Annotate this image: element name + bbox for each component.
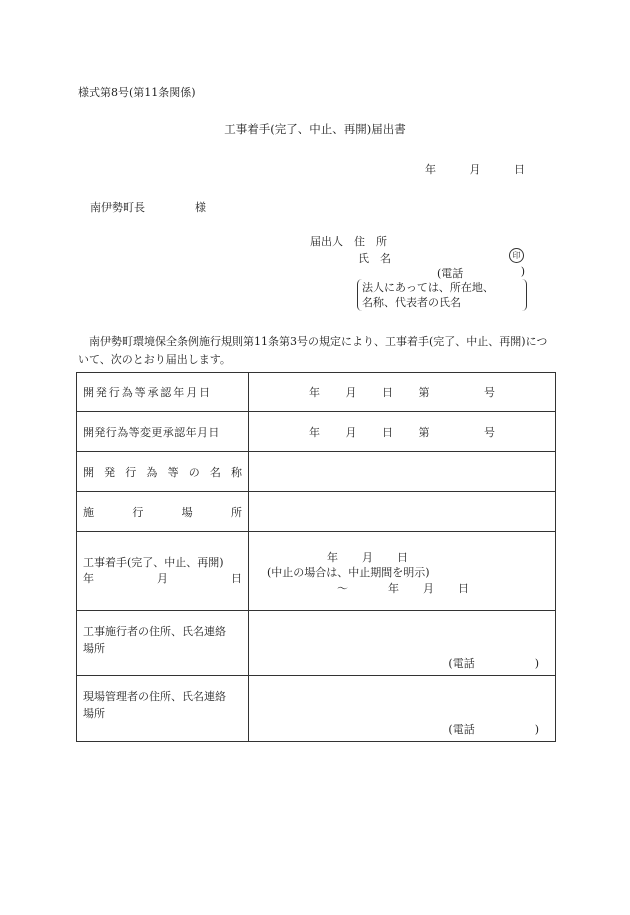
table-row <box>77 373 556 412</box>
corporate-note-line1: 法人にあっては、所在地、 <box>362 281 494 294</box>
date-day: 日 <box>514 163 525 176</box>
corporate-note-line2: 名称、代表者の氏名 <box>362 296 461 309</box>
row-label: 現場管理者の住所、氏名連絡 場所 <box>77 676 249 742</box>
phone-close: ) <box>520 265 525 278</box>
date-year: 年 <box>425 163 436 176</box>
row-label: 開発行為等承認年月日 <box>77 373 249 412</box>
table-row <box>77 611 556 676</box>
applicant-block <box>310 233 391 267</box>
construction-location-field[interactable] <box>249 492 556 532</box>
applicant-label: 届出人 <box>310 235 343 248</box>
date-month: 月 <box>469 163 481 176</box>
name-label: 氏 名 <box>358 252 391 265</box>
row-label: 施 行 場 所 <box>77 492 249 532</box>
document-title: 工事着手(完了、中止、再開)届出書 <box>224 122 406 136</box>
addressee-honorific: 様 <box>195 201 206 214</box>
contractor-info-field[interactable]: (電話 ) <box>249 611 556 676</box>
form-number: 様式第8号(第11条関係) <box>78 86 196 99</box>
table-row <box>77 452 556 492</box>
row-label: 工事着手(完了、中止、再開) 年 月 日 <box>77 532 249 611</box>
phone-open: (電話 <box>437 267 464 280</box>
construction-date-field[interactable]: 年 月 日 (中止の場合は、中止期間を明示) ～ 年 月 日 <box>249 532 556 611</box>
site-manager-info-field[interactable]: (電話 ) <box>249 676 556 742</box>
row-label: 開発行為等変更承認年月日 <box>77 412 249 452</box>
table-row <box>77 492 556 532</box>
table-row <box>77 532 556 611</box>
corporate-note <box>362 280 494 310</box>
addressee-name: 南伊勢町長 <box>90 201 145 214</box>
address-label: 住 所 <box>354 235 387 248</box>
development-name-field[interactable] <box>249 452 556 492</box>
table-row <box>77 676 556 742</box>
submission-date <box>403 161 525 177</box>
addressee <box>90 199 206 215</box>
body-text: 南伊勢町環境保全条例施行規則第11条第3号の規定により、工事着手(完了、中止、再開)について、次のとおり届出します。 <box>78 335 548 366</box>
table-row <box>77 412 556 452</box>
approval-date-field[interactable]: 年 月 日 第 号 <box>249 373 556 412</box>
row-label: 工事施行者の住所、氏名連絡 場所 <box>77 611 249 676</box>
row-label: 開 発 行 為 等 の 名 称 <box>77 452 249 492</box>
seal-mark-icon: 印 <box>509 248 524 263</box>
notification-table <box>76 372 556 742</box>
change-approval-date-field[interactable]: 年 月 日 第 号 <box>249 412 556 452</box>
